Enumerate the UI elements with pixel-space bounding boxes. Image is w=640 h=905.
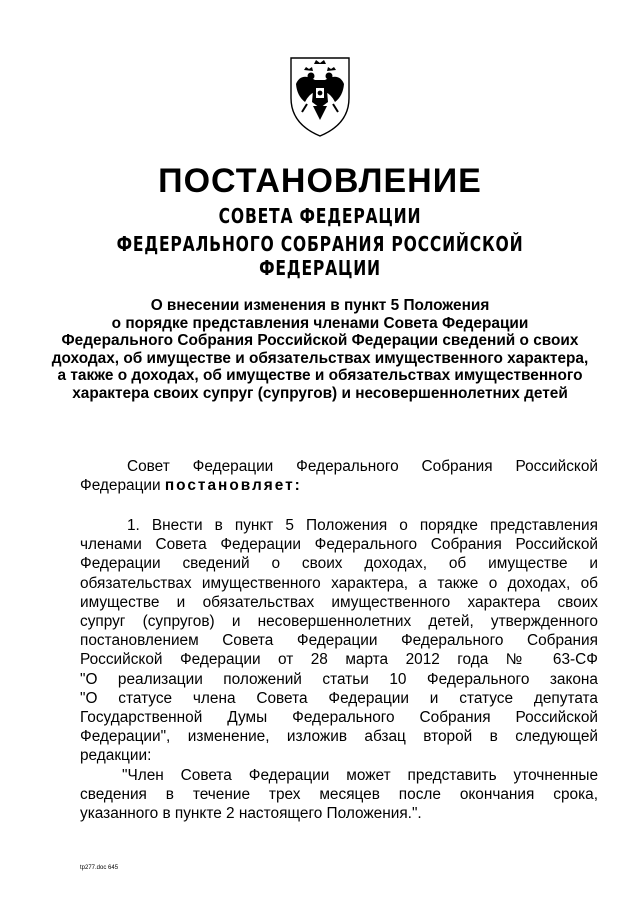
quote-line: сведения в течение трех месяцев после окончания срока, xyxy=(80,785,598,803)
paragraph-line: редакции: xyxy=(80,747,152,765)
quote-line: "Член Совета Федерации может представить уточненные xyxy=(122,766,598,784)
paragraph-line: 1. Внести в пункт 5 Положения о порядке представления xyxy=(127,517,598,534)
document-type-title: ПОСТАНОВЛЕНИЕ xyxy=(158,162,482,200)
heading-line: а также о доходах, об имуществе и обязательствах имущественного xyxy=(57,367,583,384)
heading-line: доходах, об имуществе и обязательствах имущественного характера, xyxy=(51,349,589,367)
paragraph-line: "О статусе члена Совета Федерации и статусе депутата xyxy=(80,689,598,707)
paragraph-line: членами Совета Федерации Федерального Собрания Российской xyxy=(80,536,598,554)
issuer-line-2: ФЕДЕРАЛЬНОГО СОБРАНИЯ РОССИЙСКОЙ ФЕДЕРАЦИИ xyxy=(116,232,524,280)
intro-line-start: Федерации xyxy=(80,477,165,495)
paragraph-line: постановлением Совета Федерации Федерального Собрания xyxy=(80,632,598,650)
paragraph-line: Государственной Думы Федерального Собрания Российской xyxy=(80,709,598,727)
paragraph-line: Федерации", изменение, изложив абзац второй в следующей xyxy=(80,728,598,746)
document-code: tp277.doc 645 xyxy=(80,865,119,871)
paragraph-1 xyxy=(80,516,598,823)
heading-line: о порядке представления членами Совета Федерации xyxy=(111,314,529,332)
paragraph-line: "О реализации положений статьи 10 Федерального закона xyxy=(80,670,598,688)
intro-line: Совет Федерации Федерального Собрания Российской xyxy=(127,458,598,475)
resolution-heading xyxy=(30,297,610,402)
heading-line: О внесении изменения в пункт 5 Положения xyxy=(150,297,490,314)
issuer-line-1: СОВЕТА ФЕДЕРАЦИИ xyxy=(218,204,422,228)
russian-coat-of-arms-icon xyxy=(285,50,355,140)
paragraph-line: Российской Федерации от 28 марта 2012 года № 63-СФ xyxy=(80,651,598,669)
paragraph-line: супруг (супругов) и несовершеннолетних детей, утвержденного xyxy=(80,613,598,631)
intro-line xyxy=(80,476,598,495)
paragraph-line: Федерации сведений о своих доходах, об имуществе и xyxy=(80,555,598,573)
intro-paragraph xyxy=(80,457,598,495)
heading-line: характера своих супруг (супругов) и несовершеннолетних детей xyxy=(72,384,568,402)
decree-verb: постановляет: xyxy=(164,477,302,495)
heading-line: Федерального Собрания Российской Федерации сведений о своих xyxy=(61,332,579,349)
paragraph-line: обязательствах имущественного характера, а также о доходах, об xyxy=(80,574,598,592)
quote-line: указанного в пункте 2 настоящего Положения.". xyxy=(80,805,422,823)
paragraph-line: имуществе и обязательствах имущественного характера своих xyxy=(80,593,598,611)
